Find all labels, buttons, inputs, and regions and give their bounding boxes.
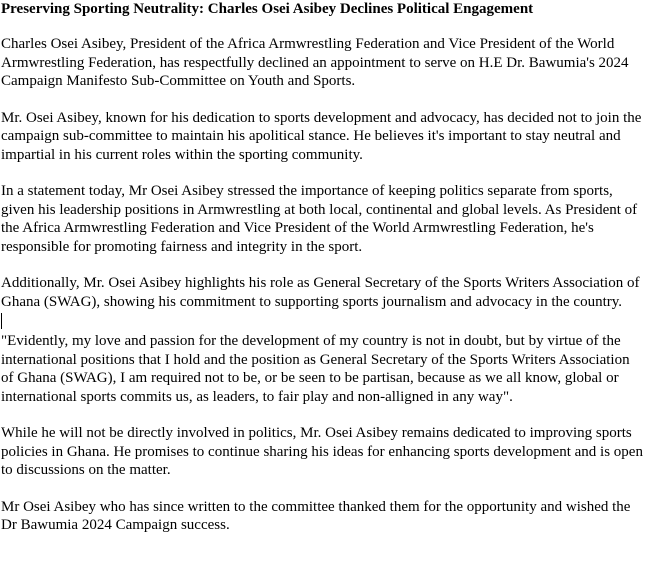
paragraph-1: Charles Osei Asibey, President of the Africa Armwrestling Federation and Vice President of the World Armwrestling Federation, has respectfully declined an appointment to serve on H.E Dr. Bawumia's 2024 Campaign Manifesto Sub-Committee on Youth and Sports. (1, 36, 629, 89)
document-body[interactable] (1, 0, 643, 535)
paragraph-4: Additionally, Mr. Osei Asibey highlights his role as General Secretary of the Sports Writers Association of Ghana (SWAG), showing his commitment to supporting sports journalism and advocacy in the country. (1, 275, 640, 310)
paragraph-3: In a statement today, Mr Osei Asibey stressed the importance of keeping politics separate from sports, given his leadership positions in Armwrestling at both local, continental and global levels. As President of the Africa Armwrestling Federation and Vice President of the World Armwrestling Federation, he's responsible for promoting fairness and integrity in the sport. (1, 183, 638, 255)
paragraph-6: While he will not be directly involved in politics, Mr. Osei Asibey remains dedicated to improving sports policies in Ghana. He promises to continue sharing his ideas for enhancing sports development and is open to discussions on the matter. (1, 425, 643, 478)
paragraph-2: Mr. Osei Asibey, known for his dedication to sports development and advocacy, has decided not to join the campaign sub-committee to maintain his apolitical stance. He believes it's important to stay neutral and impartial in his current roles within the sporting community. (1, 109, 642, 163)
paragraph-5-quote: "Evidently, my love and passion for the development of my country is not in doubt, but by virtue of the international positions that I hold and the position as General Secretary of the Sports Writers Association of Ghana (SWAG), I am required not to be, or be seen to be partisan, because as we all know, global or international sports commits us, as leaders, to fair play and non-alligned in any way". (1, 333, 630, 405)
text-cursor (1, 313, 2, 329)
document-title: Preserving Sporting Neutrality: Charles Osei Asibey Declines Political Engagement (1, 1, 534, 17)
paragraph-7: Mr Osei Asibey who has since written to the committee thanked them for the opportunity and wished the Dr Bawumia 2024 Campaign success. (1, 498, 631, 533)
